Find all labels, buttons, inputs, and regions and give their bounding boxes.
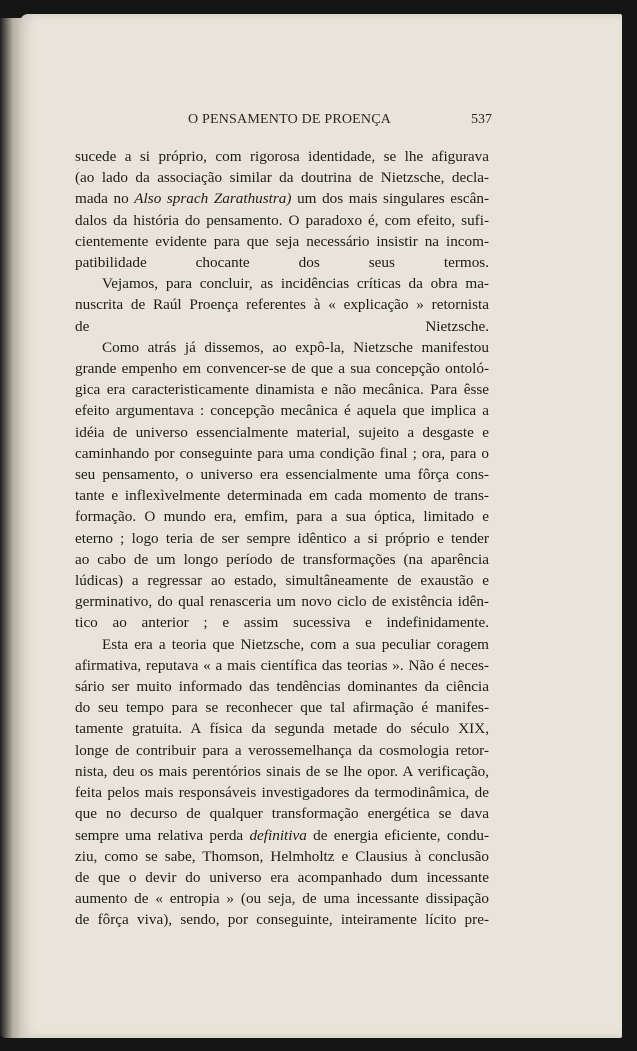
text-line: tamente gratuita. A física da segunda metade do século XIX, (75, 720, 489, 738)
text-line: tante e inflexìvelmente determinada em cada momento de trans- (75, 487, 489, 505)
text-line: cientemente evidente para que seja necessário insistir na incom- (75, 232, 489, 250)
text-line: tico ao anterior ; e assim sucessiva e indefinidamente. (75, 614, 489, 632)
text-line: patibilidade chocante dos seus termos. (75, 254, 489, 272)
text-line: aumento de « entropia » (ou seja, de uma incessante dissipação (75, 890, 489, 908)
text-line: efeito argumentava : concepção mecânica é aquela que implica a (75, 402, 489, 420)
text-line: mada no Also sprach Zarathustra) um dos mais singulares escân- (75, 190, 490, 208)
text-line: caminhando por conseguinte para uma condição final ; ora, para o (75, 444, 489, 462)
text-line: grande empenho em convencer-se de que a sua concepção ontoló- (75, 360, 489, 378)
page-number: 537 (471, 112, 492, 127)
text-line: que no decurso de qualquer transformação energética se dava (75, 805, 489, 823)
running-title: O PENSAMENTO DE PROENÇA (188, 112, 392, 127)
text-line: nuscrita de Raúl Proença referentes à « explicação » retornista (75, 296, 489, 314)
text-line: idéia de universo essencialmente material, sujeito a desgaste e (75, 423, 489, 441)
paragraph (75, 634, 489, 931)
text-line: Como atrás já dissemos, ao expô-la, Nietzsche manifestou (102, 338, 489, 356)
text-line: lúdicas) a regressar ao estado, simultâneamente de exaustão e (75, 572, 489, 590)
text-line: Esta era a teoria que Nietzsche, com a sua peculiar coragem (102, 635, 489, 653)
text-line: dalos da história do pensamento. O paradoxo é, com efeito, sufi- (75, 211, 489, 229)
page-header (20, 112, 622, 136)
text-line: afirmativa, reputava « a mais científica das teorias ». Não é neces- (75, 656, 489, 674)
text-line: eterno ; logo teria de ser sempre idêntico a si próprio e tender (75, 529, 489, 547)
text-line: (ao lado da associação similar da doutrina de Nietzsche, decla- (75, 169, 489, 187)
text-line: de que o devir do universo era acompanhado dum incessante (75, 868, 489, 886)
text-line: germinativo, do qual renasceria um novo ciclo de existência idên- (75, 593, 489, 611)
book-spine-shadow (0, 18, 22, 1038)
text-line: seu pensamento, o universo era essencialmente uma fôrça cons- (75, 466, 489, 484)
paragraph (75, 146, 489, 273)
text-line: de fôrça viva), sendo, por conseguinte, inteiramente lícito pre- (75, 911, 489, 929)
text-line: feita pelos mais responsáveis investigadores da termodinâmica, de (75, 784, 489, 802)
text-line: gica era caracteristicamente dinamista e não mecânica. Para êsse (75, 381, 489, 399)
paragraph (75, 337, 489, 634)
text-line: Vejamos, para concluir, as incidências críticas da obra ma- (102, 275, 489, 293)
text-line: nista, deu os mais perentórios sinais de se lhe opor. A verificação, (75, 762, 489, 780)
text-line: de Nietzsche. (75, 317, 489, 335)
text-line: formação. O mundo era, emfim, para a sua óptica, limitado e (75, 508, 489, 526)
book-page (20, 14, 622, 1038)
text-line: do seu tempo para se reconhecer que tal afirmação é manifes- (75, 699, 489, 717)
paragraph (75, 273, 489, 337)
text-line: longe de contribuir para a verossemelhança da cosmologia retor- (75, 741, 489, 759)
text-line: sário ser muito informado das tendências dominantes da ciência (75, 678, 489, 696)
text-line: sucede a si próprio, com rigorosa identidade, se lhe afigurava (75, 148, 489, 165)
text-line: ao cabo de um longo período de transformações (na aparência (75, 550, 489, 568)
text-line: ziu, como se sabe, Thomson, Helmholtz e Clausius à conclusão (75, 847, 489, 865)
body-text (75, 146, 489, 931)
text-line: sempre uma relativa perda definitiva de energia eficiente, condu- (75, 826, 489, 844)
